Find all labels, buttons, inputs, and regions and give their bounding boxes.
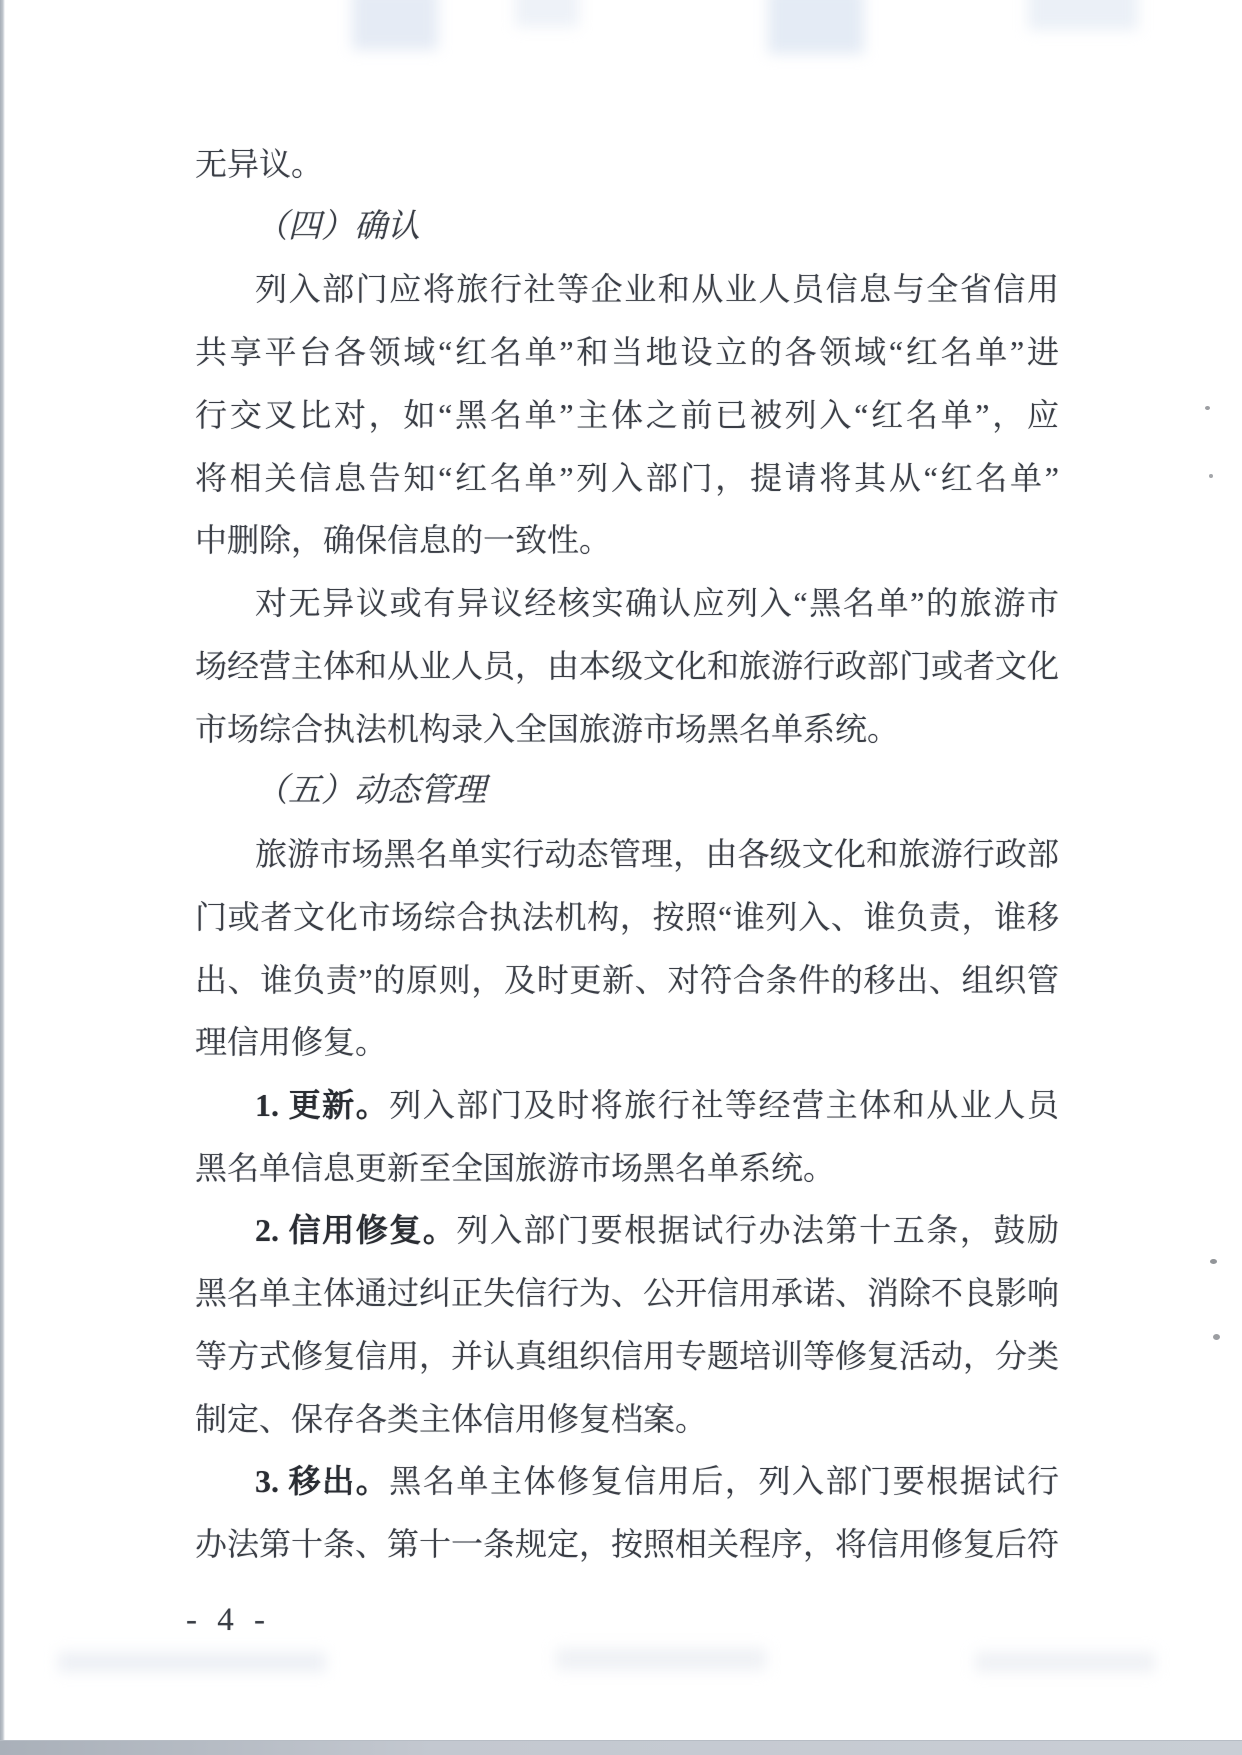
- text-line: [195, 572, 1059, 635]
- text-line: [195, 698, 1059, 761]
- text-line: [195, 321, 1059, 384]
- text-line: [195, 1262, 1059, 1325]
- text-line: [195, 1074, 1059, 1137]
- scan-speck: [1209, 474, 1213, 478]
- scan-smudge: [352, 0, 438, 50]
- text-run: 黑名单信息更新至全国旅游市场黑名单系统。: [195, 1149, 836, 1186]
- text-run: 办法第十条、第十一条规定，按照相关程序，将信用修复后符: [195, 1526, 1060, 1563]
- text-run: 将相关信息告知“红名单”列入部门，提请将其从“红名单”: [195, 459, 1059, 496]
- text-run: 列入部门应将旅行社等企业和从业人员信息与全省信用: [255, 271, 1059, 308]
- scan-smudge: [1028, 0, 1138, 30]
- text-line: [195, 1450, 1059, 1513]
- text-line: [195, 1325, 1059, 1388]
- text-line: [195, 509, 1059, 572]
- text-line: [195, 1137, 1059, 1200]
- text-line: [195, 1011, 1059, 1074]
- text-run: 场经营主体和从业人员，由本级文化和旅游行政部门或者文化: [195, 647, 1060, 684]
- text-line: [195, 949, 1059, 1012]
- text-run: 黑名单主体通过纠正失信行为、公开信用承诺、消除不良影响: [195, 1275, 1060, 1312]
- scan-smudge: [768, 0, 864, 54]
- scan-speck: [1213, 1334, 1220, 1340]
- text-line: [195, 447, 1059, 510]
- text-run: 中删除，确保信息的一致性。: [195, 522, 612, 559]
- scan-speck: [1205, 406, 1210, 410]
- text-line: [195, 384, 1059, 447]
- text-run: （五）动态管理: [255, 773, 486, 810]
- text-line: [195, 760, 1059, 823]
- text-line: [195, 196, 1059, 259]
- text-run: 列入部门及时将旅行社等经营主体和从业人员: [389, 1087, 1059, 1124]
- text-run: 旅游市场黑名单实行动态管理，由各级文化和旅游行政部: [255, 836, 1059, 873]
- text-run: 出、谁负责”的原则，及时更新、对符合条件的移出、组织管: [195, 961, 1059, 998]
- bold-text-run: 2. 信用修复。: [255, 1212, 457, 1249]
- scanner-left-edge: [0, 0, 5, 1755]
- text-line: [195, 258, 1059, 321]
- scan-smudge: [515, 0, 579, 27]
- text-line: [195, 133, 1059, 196]
- text-run: 市场综合执法机构录入全国旅游市场黑名单系统。: [195, 710, 900, 747]
- scanner-bottom-edge: [0, 1740, 1242, 1755]
- text-line: [195, 1199, 1059, 1262]
- text-run: 制定、保存各类主体信用修复档案。: [195, 1400, 708, 1437]
- text-line: [195, 1513, 1059, 1576]
- bold-text-run: 1. 更新。: [255, 1087, 390, 1124]
- text-run: 黑名单主体修复信用后，列入部门要根据试行: [389, 1463, 1059, 1500]
- text-line: [195, 1388, 1059, 1451]
- scan-speck: [1210, 1259, 1217, 1264]
- text-run: 无异议。: [195, 146, 324, 182]
- scan-smudge: [58, 1652, 326, 1672]
- scan-smudge: [975, 1652, 1155, 1672]
- bold-text-run: 3. 移出。: [255, 1463, 390, 1500]
- text-run: （四）确认: [255, 208, 420, 245]
- text-run: 对无异议或有异议经核实确认应列入“黑名单”的旅游市: [255, 585, 1059, 622]
- text-run: 列入部门要根据试行办法第十五条，鼓励: [456, 1212, 1059, 1249]
- text-line: [195, 823, 1059, 886]
- text-run: 理信用修复。: [195, 1024, 388, 1061]
- text-run: 共享平台各领域“红名单”和当地设立的各领域“红名单”进: [195, 334, 1059, 371]
- document-body: [195, 133, 1059, 1576]
- text-run: 门或者文化市场综合执法机构，按照“谁列入、谁负责，谁移: [195, 898, 1059, 935]
- scan-smudge: [556, 1648, 766, 1670]
- text-line: [195, 886, 1059, 949]
- page-number: - 4 -: [186, 1602, 268, 1638]
- text-line: [195, 635, 1059, 698]
- text-run: 等方式修复信用，并认真组织信用专题培训等修复活动，分类: [195, 1337, 1060, 1374]
- text-run: 行交叉比对，如“黑名单”主体之前已被列入“红名单”，应: [195, 396, 1059, 433]
